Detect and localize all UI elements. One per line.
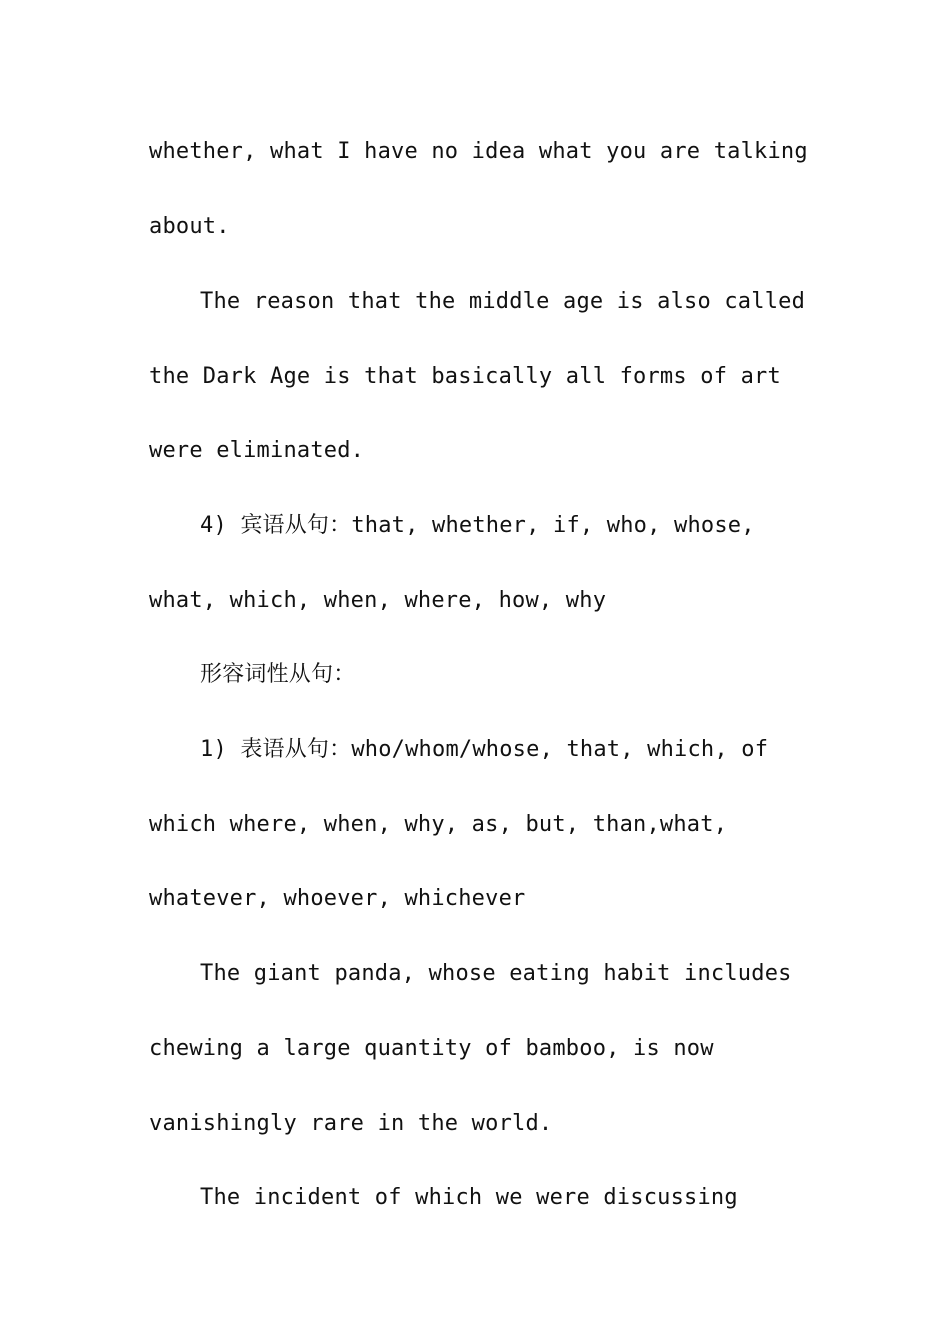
text-line: whatever, whoever, whichever <box>149 886 526 911</box>
text-line: chewing a large quantity of bamboo, is now <box>149 1036 714 1061</box>
paragraph-start: The giant panda, whose eating habit includes <box>200 961 792 986</box>
text-line: whether, what I have no idea what you are talking <box>149 139 808 164</box>
paragraph-start: The incident of which we were discussing <box>200 1185 738 1210</box>
list-item-object-clause: 4) 宾语从句：that, whether, if, who, whose, <box>200 513 755 538</box>
text-line: vanishingly rare in the world. <box>149 1111 553 1136</box>
text-line: were eliminated. <box>149 438 365 463</box>
section-heading: 形容词性从句： <box>200 662 356 687</box>
text-line: what, which, when, where, how, why <box>149 588 607 613</box>
list-item-predicative-clause: 1) 表语从句：who/whom/whose, that, which, of <box>200 737 769 762</box>
text-line: the Dark Age is that basically all forms of art <box>149 364 781 389</box>
paragraph-start: The reason that the middle age is also called <box>200 289 806 314</box>
text-line: about. <box>149 214 230 239</box>
text-line: which where, when, why, as, but, than,what, <box>149 812 728 837</box>
